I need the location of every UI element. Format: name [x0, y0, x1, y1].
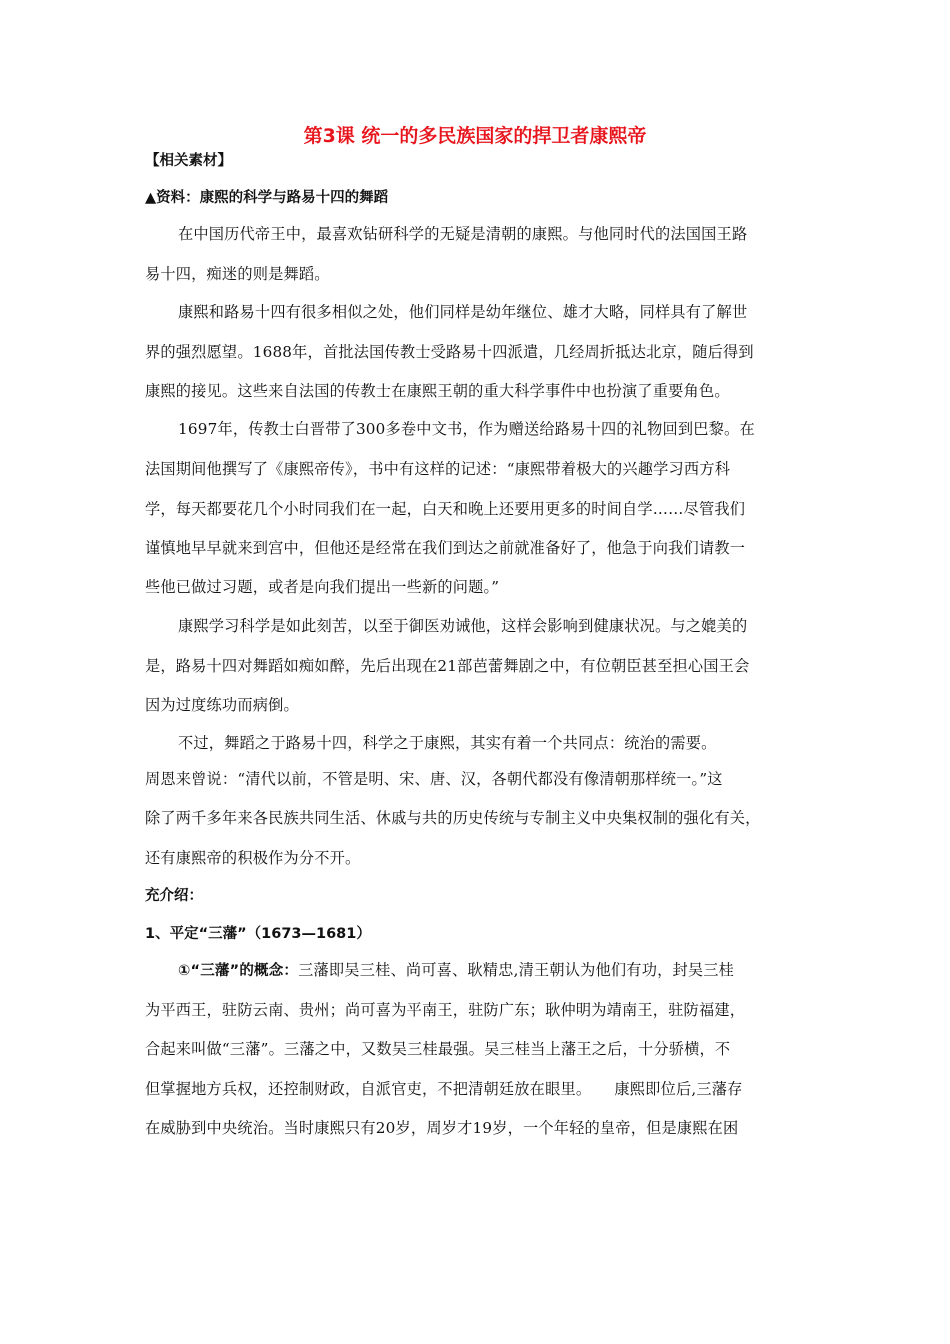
- paragraph-line: 1697年，传教士白晋带了300多卷中文书，作为赠送给路易十四的礼物回到巴黎。在: [178, 420, 755, 438]
- paragraph-line: 是，路易十四对舞蹈如痴如醉，先后出现在21部芭蕾舞剧之中，有位朝臣甚至担心国王会: [145, 657, 750, 675]
- paragraph-line: 除了两千多年来各民族共同生活、休戚与共的历史传统与专制主义中央集权制的强化有关，: [145, 809, 761, 827]
- paragraph-line: 不过，舞蹈之于路易十四，科学之于康熙，其实有着一个共同点：统治的需要。: [178, 734, 717, 752]
- paragraph-line: 还有康熙帝的积极作为分不开。: [145, 849, 361, 867]
- paragraph-line: 但掌握地方兵权，还控制财政，自派官吏，不把清朝廷放在眼里。 康熙即位后,三藩存: [145, 1080, 743, 1098]
- paragraph-line: 法国期间他撰写了《康熙帝传》，书中有这样的记述：“康熙带着极大的兴趣学习西方科: [145, 460, 731, 478]
- concept-text: 三藩即吴三桂、尚可喜、耿精忠,清王朝认为他们有功，封吴三桂: [298, 961, 735, 979]
- paragraph-line: 在威胁到中央统治。当时康熙只有20岁，周岁才19岁，一个年轻的皇帝，但是康熙在困: [145, 1119, 739, 1137]
- paragraph-line: 在中国历代帝王中，最喜欢钻研科学的无疑是清朝的康熙。与他同时代的法国国王路: [178, 225, 748, 243]
- document-title: 第3课 统一的多民族国家的捍卫者康熙帝: [303, 125, 647, 147]
- paragraph-line: 学，每天都要花几个小时同我们在一起，白天和晚上还要用更多的时间自学……尽管我们: [145, 500, 746, 518]
- paragraph-line: 康熙学习科学是如此刻苦，以至于御医劝诫他，这样会影响到健康状况。与之媲美的: [178, 617, 748, 635]
- material-heading: ▲资料：康熙的科学与路易十四的舞蹈: [145, 190, 389, 206]
- subheading-pingding-sanfan: 1、平定“三藩”（1673—1681）: [145, 926, 371, 942]
- paragraph-line: 谨慎地早早就来到宫中，但他还是经常在我们到达之前就准备好了，他急于向我们请教一: [145, 539, 746, 557]
- paragraph-line: 些他已做过习题，或者是向我们提出一些新的问题。”: [145, 578, 500, 596]
- paragraph-line: 合起来叫做“三藩”。三藩之中，又数吴三桂最强。吴三桂当上藩王之后，十分骄横，不: [145, 1040, 731, 1058]
- section-label: 【相关素材】: [145, 153, 232, 169]
- paragraph-line: 康熙的接见。这些来自法国的传教士在康熙王朝的重大科学事件中也扮演了重要角色。: [145, 382, 730, 400]
- concept-label: ①“三藩”的概念：: [178, 963, 299, 979]
- supplement-heading: 充介绍：: [145, 888, 203, 904]
- paragraph-line: 因为过度练功而病倒。: [145, 696, 299, 714]
- concept-first-line: [178, 958, 734, 983]
- paragraph-line: 界的强烈愿望。1688年，首批法国传教士受路易十四派遣，几经周折抵达北京，随后得到: [145, 343, 754, 361]
- paragraph-line: 周恩来曾说：“清代以前，不管是明、宋、唐、汉，各朝代都没有像清朝那样统一。”这: [145, 770, 723, 788]
- paragraph-line: 康熙和路易十四有很多相似之处，他们同样是幼年继位、雄才大略，同样具有了解世: [178, 303, 748, 321]
- paragraph-line: 为平西王，驻防云南、贵州；尚可喜为平南王，驻防广东；耿仲明为靖南王，驻防福建，: [145, 1001, 746, 1019]
- paragraph-line: 易十四，痴迷的则是舞蹈。: [145, 265, 330, 283]
